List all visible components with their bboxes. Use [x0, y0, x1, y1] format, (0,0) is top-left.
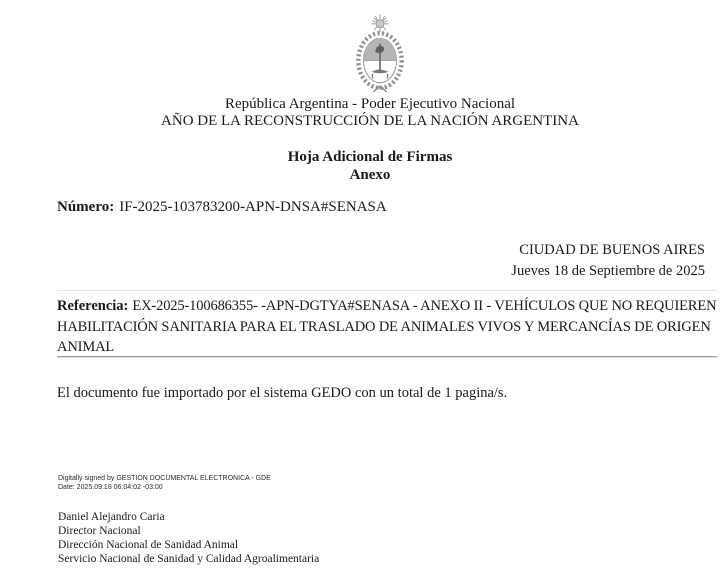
digital-signature-line1: Digitally signed by GESTION DOCUMENTAL ELECTRONICA - GDE	[58, 475, 271, 482]
numero-value: IF-2025-103783200-APN-DNSA#SENASA	[119, 199, 387, 215]
argentina-coat-of-arms-icon	[347, 14, 413, 94]
document-number-line	[57, 199, 717, 216]
gedo-import-note: El documento fue importado por el sistema GEDO con un total de 1 pagina/s.	[57, 385, 508, 401]
signer-block	[58, 510, 478, 566]
place-line: CIUDAD DE BUENOS AIRES	[519, 242, 705, 258]
coat-of-arms-graphic	[347, 14, 413, 94]
place-date-block	[57, 240, 705, 282]
reference-top-divider	[57, 290, 717, 291]
republic-header-line: República Argentina - Poder Ejecutivo Nacional	[224, 96, 516, 112]
digital-signature-stamp	[58, 475, 458, 492]
reference-bottom-divider	[57, 356, 717, 358]
year-motto-line: AÑO DE LA RECONSTRUCCIÓN DE LA NACIÓN ARGENTINA	[161, 113, 579, 129]
signer-name: Daniel Alejandro Caria	[58, 511, 165, 523]
signer-organization: Servicio Nacional de Sanidad y Calidad Agroalimentaria	[58, 553, 320, 565]
date-line: Jueves 18 de Septiembre de 2025	[511, 263, 705, 279]
document-subtitle: Anexo	[349, 167, 391, 183]
signer-office: Dirección Nacional de Sanidad Animal	[58, 539, 239, 551]
reference-paragraph	[57, 296, 719, 358]
digital-signature-line2: Date: 2025.09.18 06:04:02 -03:00	[58, 483, 163, 491]
reference-label: Referencia:	[57, 298, 129, 314]
document-title: Hoja Adicional de Firmas	[287, 149, 453, 165]
reference-value: EX-2025-100686355- -APN-DGTYA#SENASA - ANEXO II - VEHÍCULOS QUE NO REQUIEREN HABILITACIÓN SANITARIA PARA EL TRASLADO DE ANIMALES VIVOS Y MERCANCÍAS DE ORIGEN ANIMAL	[57, 298, 717, 355]
numero-label: Número:	[57, 199, 115, 215]
signer-title: Director Nacional	[58, 525, 141, 537]
